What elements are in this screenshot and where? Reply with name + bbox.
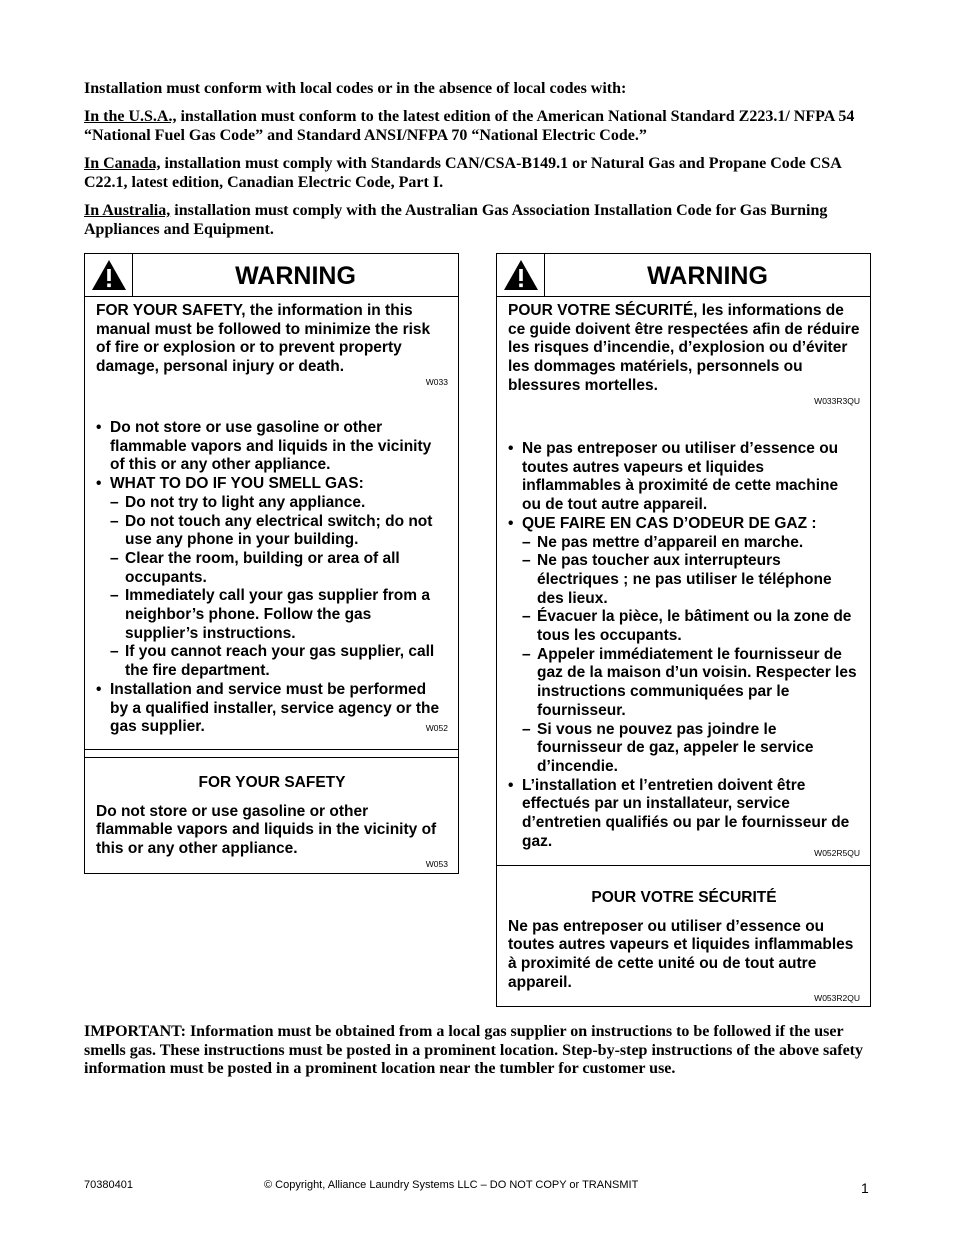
- divider: [496, 296, 871, 297]
- intro-line: Installation must conform with local codes or in the absence of local codes with:: [84, 80, 627, 97]
- warning-title: WARNING: [235, 262, 356, 290]
- warning-box-french: [496, 253, 871, 1007]
- dash-item: – Do not try to light any appliance.: [110, 494, 448, 513]
- note-code: W053R2QU: [814, 992, 860, 1003]
- australia-label: In Australia,: [84, 202, 171, 219]
- bullet-list: [508, 440, 860, 851]
- dash-item: – Immediately call your gas supplier from a neighbor’s phone. Follow the gas supplier’s instructions.: [110, 587, 448, 643]
- warning-triangle-icon: [497, 254, 545, 296]
- safety-text: POUR VOTRE SÉCURITÉ, les informations de ce guide doivent être respectées afin de réduire les risques d’incendie, d’explosion ou d’éviter les dommages matériels, personnels ou blessures mortelles.: [508, 302, 860, 394]
- divider: [496, 865, 871, 866]
- dash-item: – Appeler immédiatement le fournisseur de gaz de la maison d’un voisin. Respecter les instructions communiquées par le fournisseur.: [522, 646, 860, 721]
- safety-section: [85, 297, 458, 409]
- intro-canada: [84, 155, 874, 192]
- doc-number: 70380401: [84, 1179, 133, 1191]
- dash-item: – Évacuer la pièce, le bâtiment ou la zone de tous les occupants.: [522, 608, 860, 645]
- note-title: POUR VOTRE SÉCURITÉ: [591, 889, 777, 906]
- intro-usa: [84, 108, 874, 145]
- note-title: FOR YOUR SAFETY: [198, 774, 346, 791]
- bullet-list: [96, 419, 448, 737]
- dash-list: [110, 494, 448, 681]
- dash-list: [522, 534, 860, 777]
- bullet-item: [508, 515, 860, 777]
- gas-instructions-section: [497, 430, 870, 873]
- divider: [84, 749, 459, 750]
- dash-item: – Si vous ne pouvez pas joindre le fournisseur de gaz, appeler le service d’incendie.: [522, 721, 860, 777]
- safety-code: W033: [425, 376, 448, 387]
- warning-triangle-icon: [85, 254, 133, 296]
- copyright-notice: © Copyright, Alliance Laundry Systems LLC – DO NOT COPY or TRANSMIT: [264, 1179, 639, 1191]
- bullet-item: • Do not store or use gasoline or other flammable vapors and liquids in the vicinity of this or any other appliance.: [96, 419, 448, 475]
- note-text: Do not store or use gasoline or other flammable vapors and liquids in the vicinity of this or any other appliance.: [96, 802, 437, 858]
- safety-text: FOR YOUR SAFETY, the information in this manual must be followed to minimize the risk of fire or explosion or to prevent property damage, personal injury or death.: [96, 302, 431, 376]
- bullet-heading: QUE FAIRE EN CAS D’ODEUR DE GAZ :: [522, 514, 817, 532]
- safety-code: W033R3QU: [814, 395, 860, 406]
- warning-header: [85, 254, 458, 297]
- australia-text: installation must comply with the Australian Gas Association Installation Code for Gas Burning Appliances and Equipment.: [84, 202, 828, 238]
- warning-header: [497, 254, 870, 297]
- bullet-item: • Installation and service must be performed by a qualified installer, service agency or the gas supplier.: [96, 681, 448, 737]
- dash-item: – Ne pas mettre d’appareil en marche.: [522, 534, 860, 553]
- bullets-code: W052R5QU: [814, 848, 860, 858]
- dash-item: – If you cannot reach your gas supplier, call the fire department.: [110, 643, 448, 680]
- dash-item: – Ne pas toucher aux interrupteurs électriques ; ne pas utiliser le téléphone des lieux.: [522, 552, 860, 608]
- bullet-item: [96, 475, 448, 681]
- page-number: 1: [861, 1180, 869, 1196]
- bullet-item: • Ne pas entreposer ou utiliser d’essence ou toutes autres vapeurs et liquides inflammables à proximité de cette machine ou de tout autre appareil.: [508, 440, 860, 515]
- warning-box-english: [84, 253, 459, 874]
- warning-title: WARNING: [647, 262, 768, 290]
- bullets-code: W052: [425, 723, 448, 733]
- canada-label: In Canada,: [84, 155, 161, 172]
- note-section: [85, 758, 458, 870]
- dash-item: – Do not touch any electrical switch; do not use any phone in your building.: [110, 513, 448, 550]
- dash-item: – Clear the room, building or area of all occupants.: [110, 550, 448, 587]
- usa-label: In the U.S.A.,: [84, 108, 177, 125]
- safety-section: [497, 297, 870, 430]
- note-section: [497, 873, 870, 1004]
- note-code: W053: [425, 858, 448, 869]
- intro-australia: [84, 202, 874, 239]
- bullet-heading: WHAT TO DO IF YOU SMELL GAS:: [110, 475, 364, 493]
- canada-text: installation must comply with Standards CAN/CSA-B149.1 or Natural Gas and Propane Code CSA C22.1, latest edition, Canadian Electric Code, Part I.: [84, 155, 841, 191]
- usa-text: installation must conform to the latest edition of the American National Standard Z223.1/ NFPA 54 “National Fuel Gas Code” and Standard ANSI/NFPA 70 “National Electric Code.”: [84, 108, 855, 144]
- important-note: IMPORTANT: Information must be obtained from a local gas supplier on instructions to be followed if the user smells gas. These instructions must be posted in a prominent location. Step-by-step instructions of the above safety information must be posted in a prominent location near the tumbler for customer use.: [84, 1023, 863, 1077]
- note-text: Ne pas entreposer ou utiliser d’essence ou toutes autres vapeurs et liquides inflammables à proximité de cette unité ou de tout autre appareil.: [508, 917, 854, 991]
- divider: [84, 296, 459, 297]
- gas-instructions-section: [85, 409, 458, 757]
- bullet-item: • L’installation et l’entretien doivent être effectués par un installateur, service d’entretien qualifiés ou par le fournisseur de gaz.: [508, 777, 860, 852]
